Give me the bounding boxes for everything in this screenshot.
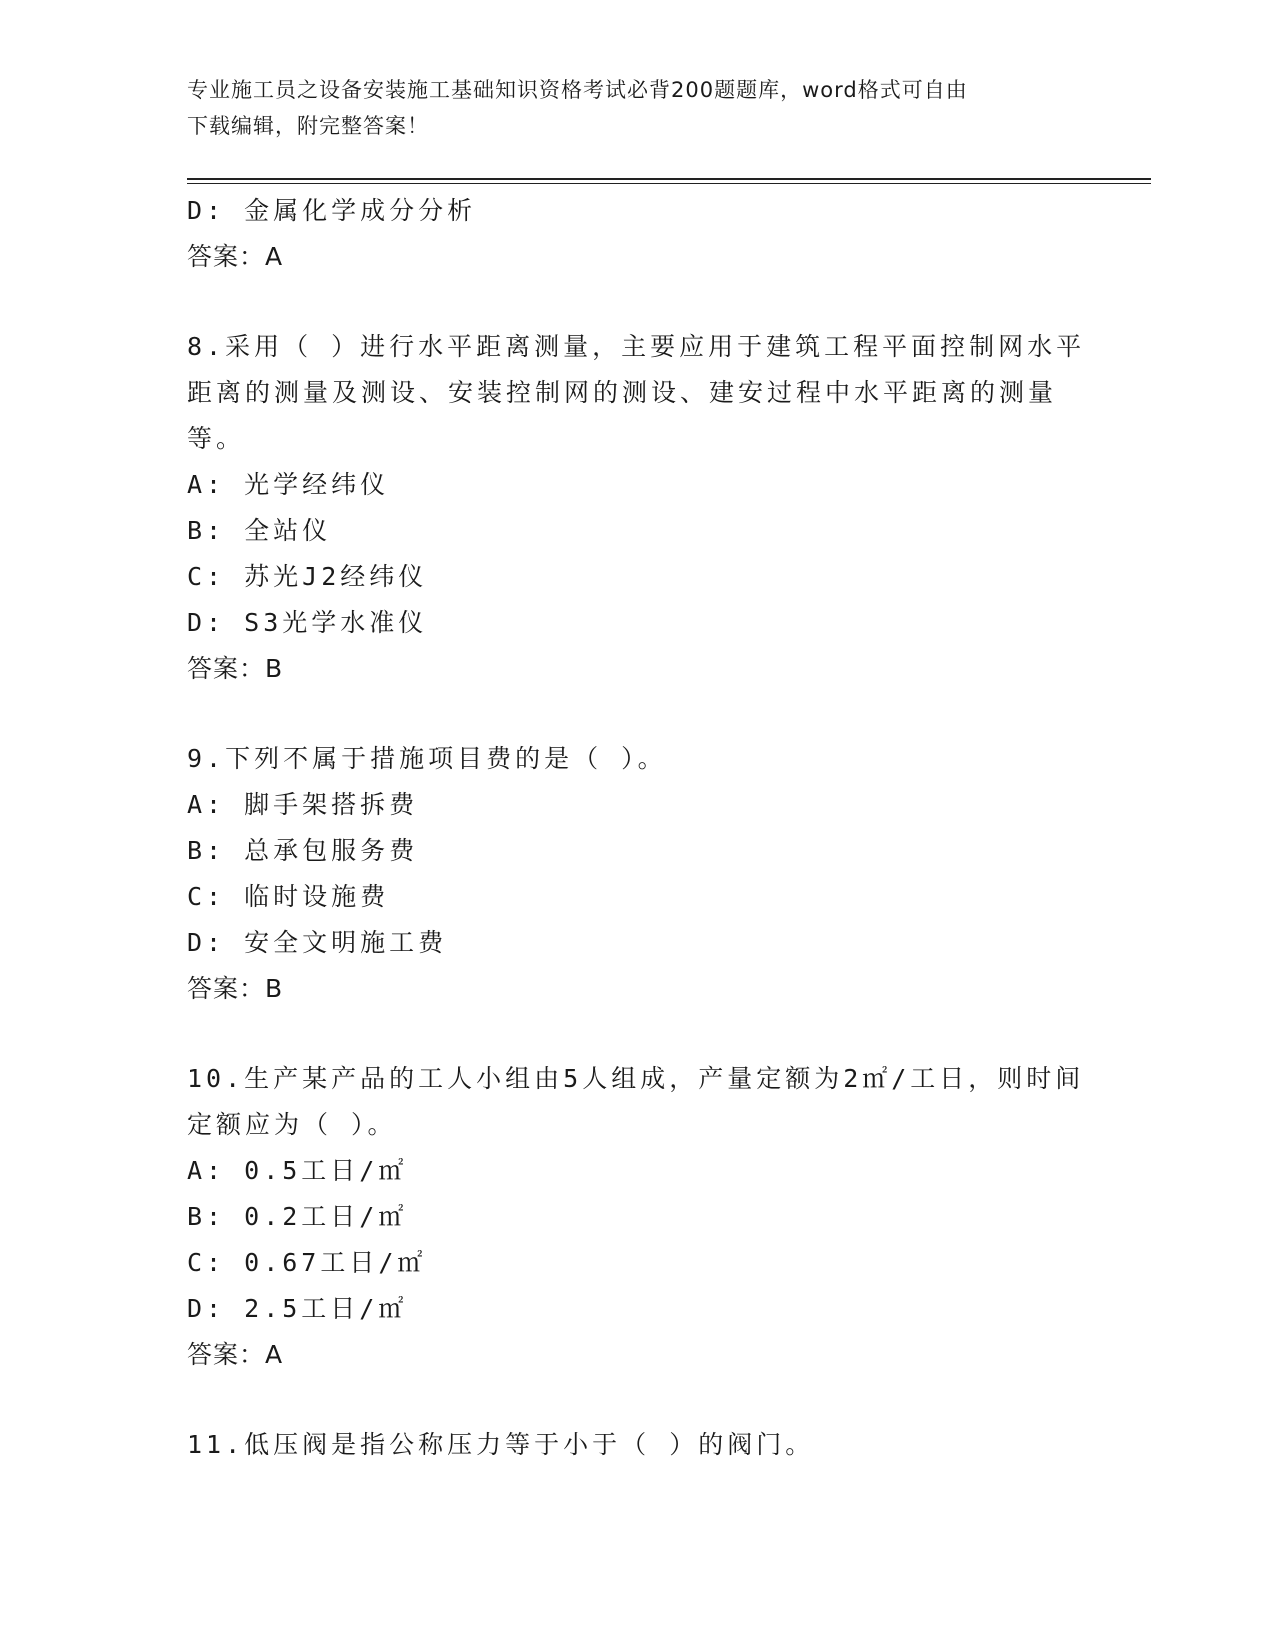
q9-option-c: C: 临时设施费 [187, 882, 390, 911]
q8-option-d: D: S3光学水准仪 [187, 608, 428, 637]
header-divider-thin [187, 183, 1151, 184]
q9-option-a: A: 脚手架搭拆费 [187, 790, 419, 819]
q8-option-c: C: 苏光J2经纬仪 [187, 562, 428, 591]
q10-option-b: B: 0.2工日/㎡ [187, 1202, 408, 1231]
header-line-2: 下载编辑，附完整答案！ [187, 114, 429, 138]
q10-option-d: D: 2.5工日/㎡ [187, 1294, 408, 1323]
q10-answer: 答案：A [187, 1340, 284, 1369]
q9-option-d: D: 安全文明施工费 [187, 928, 448, 957]
q11-text-line-1: 11.低压阀是指公称压力等于小于（ ）的阀门。 [187, 1430, 815, 1459]
q10-text-line-1: 10.生产某产品的工人小组由5人组成，产量定额为2㎡/工日，则时间 [187, 1064, 1085, 1093]
q8-text-line-3: 等。 [187, 424, 246, 453]
q8-text-line-2: 距离的测量及测设、安装控制网的测设、建安过程中水平距离的测量 [187, 378, 1058, 407]
document-header [187, 72, 1087, 144]
q10-option-c: C: 0.67工日/㎡ [187, 1248, 427, 1277]
q8-option-b: B: 全站仪 [187, 516, 332, 545]
q9-answer: 答案：B [187, 974, 284, 1003]
q8-text-line-1: 8.采用（ ）进行水平距离测量，主要应用于建筑工程平面控制网水平 [187, 332, 1086, 361]
document-body [187, 188, 1086, 1468]
q9-text-line-1: 9.下列不属于措施项目费的是（ ）。 [187, 744, 667, 773]
q8-answer: 答案：B [187, 654, 284, 683]
header-line-1: 专业施工员之设备安装施工基础知识资格考试必背200题题库，word格式可自由 [187, 78, 968, 102]
q9-option-b: B: 总承包服务费 [187, 836, 419, 865]
q8-option-a: A: 光学经纬仪 [187, 470, 390, 499]
prev-answer: 答案：A [187, 242, 284, 271]
q10-text-line-2: 定额应为（ ）。 [187, 1110, 397, 1139]
header-divider-thick [187, 178, 1151, 180]
prev-option-d: D: 金属化学成分分析 [187, 196, 477, 225]
q10-option-a: A: 0.5工日/㎡ [187, 1156, 408, 1185]
